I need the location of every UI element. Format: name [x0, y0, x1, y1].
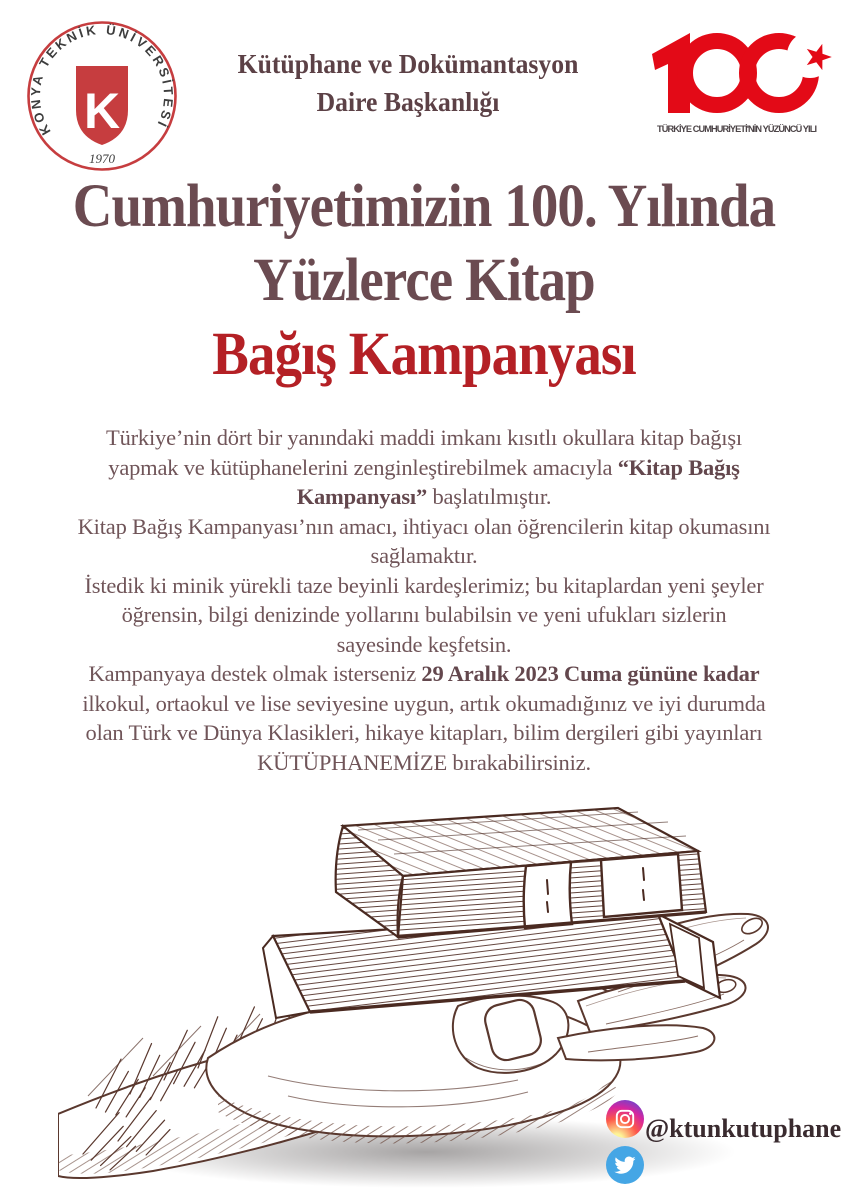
poster-title	[0, 170, 848, 392]
number-100	[652, 32, 835, 113]
department-line1: Kütüphane ve Dokümantasyon	[237, 49, 579, 79]
department-line2: Daire Başkanlığı	[316, 86, 500, 117]
twitter-icon	[606, 1146, 644, 1184]
title-line2: Yüzlerce Kitap	[253, 247, 595, 314]
university-monogram: K	[83, 83, 121, 139]
social-links	[606, 1100, 846, 1190]
social-handle: @ktunkutuphane	[645, 1114, 842, 1143]
campaign-description: Türkiye’nin dört bir yanındaki maddi imkanı kısıtlı okullara kitap bağışı yapmak ve kütüphanelerini zenginleştirebilmek amacıyla “Kitap Bağış Kampanyası” başlatılmıştır. Kitap Bağış Kampanyası’nın amacı, ihtiyacı olan öğrencilerin kitap okumasını sağlamaktır. İstedik ki minik yürekli taze beyinli kardeşlerimiz; bu kitaplardan yeni şeyler öğrensin, bilgi denizinde yollarını bulabilsin ve yeni ufukları sizlerin sayesinde keşfetsin. Kampanyaya destek olmak isterseniz 29 Aralık 2023 Cuma gününe kadar ilkokul, ortaokul ve lise seviyesine uygun, artık okumadığınız ve iyi durumda olan Türk ve Dünya Klasikleri, hikaye kitapları, bilim dergileri gibi yayınları KÜTÜPHANEMİZE bırakabilirsiniz.	[77, 425, 771, 775]
title-line1: Cumhuriyetimizin 100. Yılında	[72, 173, 776, 240]
centenary-100-icon	[638, 24, 838, 138]
department-title	[199, 46, 617, 122]
university-logo	[26, 20, 178, 172]
crescent-star-icon	[747, 32, 835, 105]
founding-year: 1970	[89, 151, 115, 166]
title-line3-campaign: Bağış Kampanyası	[212, 321, 636, 388]
centenary-caption: TÜRKİYE CUMHURİYETİ'NİN YÜZÜNCÜ YILI	[657, 124, 817, 134]
instagram-icon	[606, 1100, 644, 1138]
university-name-circular-text: KONYA TEKNİK ÜNİVERSİTESİ	[27, 22, 177, 138]
book-top	[336, 808, 706, 937]
